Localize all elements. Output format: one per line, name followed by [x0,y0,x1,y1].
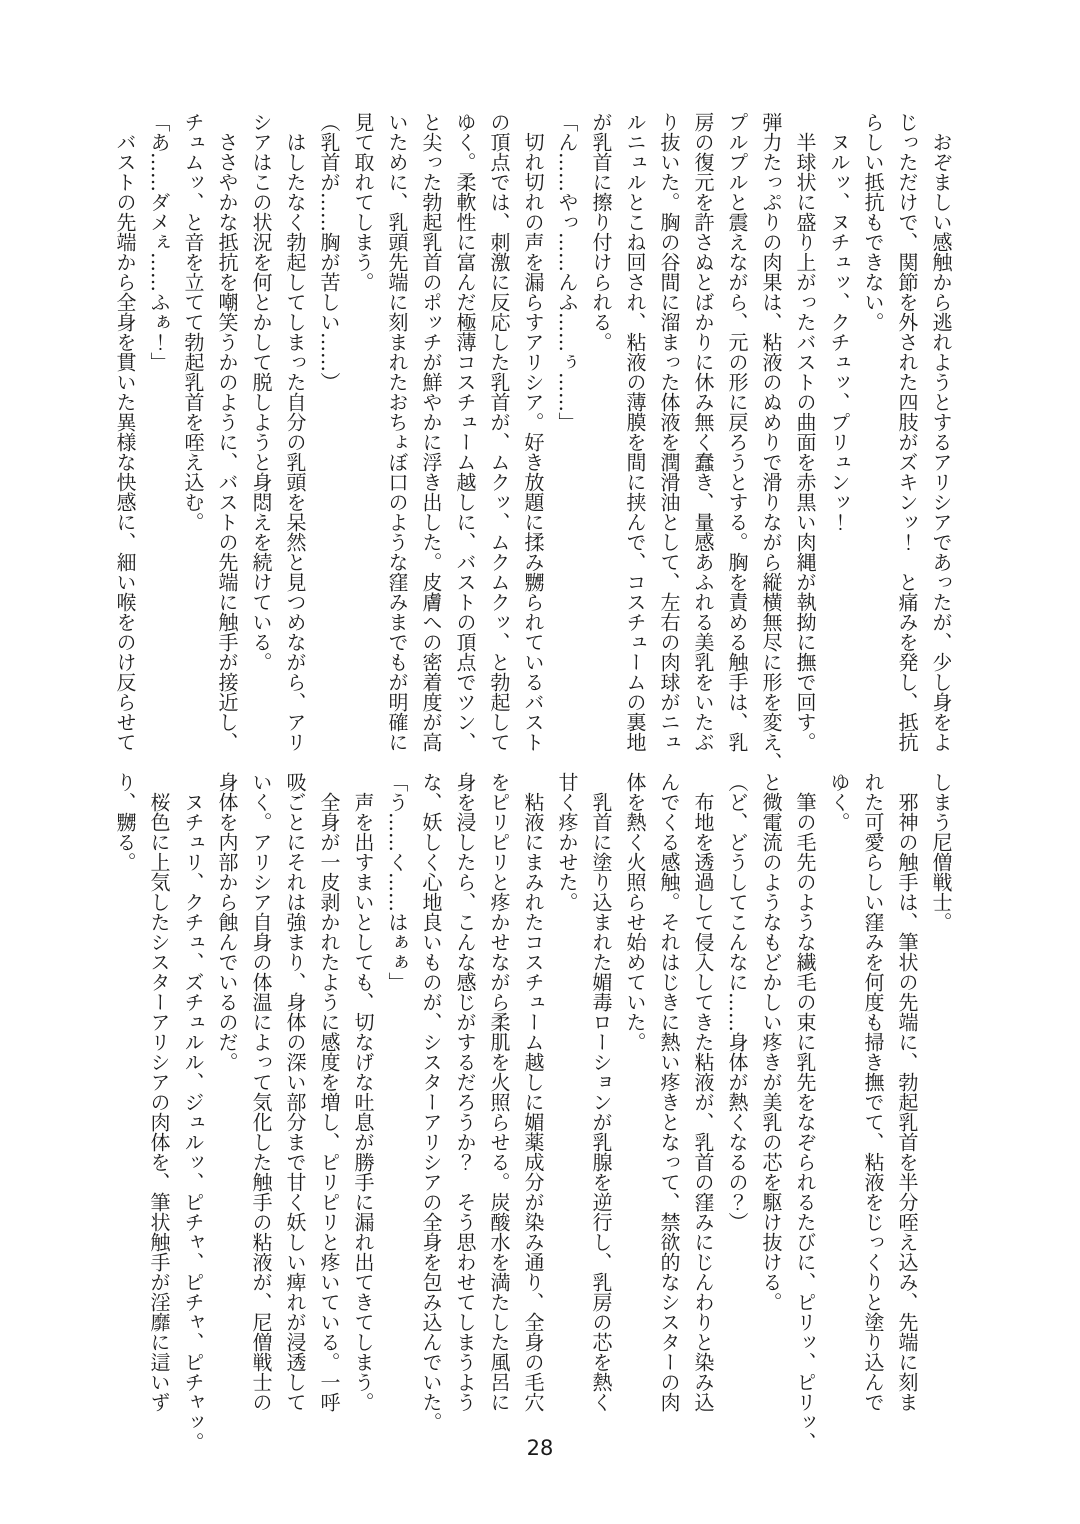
text-line: ルニュルとこね回され、粘液の薄膜を間に挟んで、コスチュームの裏地 [623,112,647,752]
text-line: 半球状に盛り上がったバストの曲面を赤黒い肉縄が執拗に撫で回す。 [793,112,817,752]
text-line: 切れ切れの声を漏らすアリシア。好き放題に揉み嬲られているバスト [521,112,545,752]
text-line: 吸ごとにそれは強まり、身体の深い部分まで甘く妖しい痺れが浸透して [283,772,307,1412]
text-line: 弾力たっぷりの肉果は、粘液のぬめりで滑りながら縦横無尽に形を変え、 [759,112,783,772]
text-line: 房の復元を許さぬとばかりに休み無く蠢き、量感あふれる美乳をいたぶ [691,112,715,752]
text-line: 「あ……ダメぇ……ふぁ！」 [147,112,171,372]
text-line: 乳首に塗り込まれた媚毒ローションが乳腺を逆行し、乳房の芯を熱く [589,772,613,1412]
text-line: ヌルッ、ヌチュッ、クチュッ、プリュンッ！ [827,112,851,532]
text-line: 体を熱く火照らせ始めていた。 [623,772,647,1052]
text-line: （ど、どうしてこんなに……身体が熱くなるの？） [725,772,749,1232]
text-line: はしたなく勃起してしまった自分の乳頭を呆然と見つめながら、アリ [283,112,307,752]
text-line: ささやかな抵抗を嘲笑うかのように、バストの先端に触手が接近し、 [215,112,239,752]
text-line: と尖った勃起乳首のポッチが鮮やかに浮き出した。皮膚への密着度が高 [419,112,443,752]
text-line: 身を浸したら、こんな感じがするだろうか？ そう思わせてしまうよう [453,772,477,1412]
text-line: 甘く疼かせた。 [555,772,579,912]
text-line: シアはこの状況を何とかして脱しようと身悶えを続けている。 [249,112,273,672]
text-line: ゆく。柔軟性に富んだ極薄コスチューム越しに、バストの頂点でツン、 [453,112,477,752]
text-line: と微電流のようなもどかしい疼きが美乳の芯を駆け抜ける。 [759,772,783,1312]
text-line: （乳首が……胸が苦しい……） [317,112,341,392]
text-line: が乳首に擦り付けられる。 [589,112,613,352]
text-line: 声を出すまいとしても、切なげな吐息が勝手に漏れ出てきてしまう。 [351,772,375,1412]
text-line: 筆の毛先のような繊毛の束に乳先をなぞられるたびに、ピリッ、ピリッ、 [793,772,817,1452]
text-line: 身体を内部から蝕んでいるのだ。 [215,772,239,1072]
text-line: しまう尼僧戦士。 [929,772,953,932]
text-line: 桜色に上気したシスターアリシアの肉体を、筆状触手が淫靡に這いず [147,772,171,1412]
text-line: 「う……く……はぁぁ」 [385,772,409,992]
text-line: 全身が一皮剥かれたように感度を増し、ピリピリと疼いている。一呼 [317,772,341,1412]
text-line: ヌチュリ、クチュ、ズチュルル、ジュルッ、ピチャ、ピチャ、ピチャッ。 [181,772,205,1452]
text-line: バストの先端から全身を貫いた異様な快感に、細い喉をのけ反らせて [113,112,137,752]
text-line: いく。アリシア自身の体温によって気化した触手の粘液が、尼僧戦士の [249,772,273,1412]
text-block-top [108,112,958,772]
text-line: プルプルと震えながら、元の形に戻ろうとする。胸を責める触手は、乳 [725,112,749,752]
text-line: ゆく。 [827,772,851,832]
text-line: らしい抵抗もできない。 [861,112,885,332]
text-line: り、嬲る。 [113,772,137,872]
text-line: れた可愛らしい窪みを何度も掃き撫でて、粘液をじっくりと塗り込んで [861,772,885,1412]
text-line: じっただけで、関節を外された四肢がズキンッ！ と痛みを発し、抵抗 [895,112,919,752]
text-line: チュムッ、と音を立てて勃起乳首を咥え込む。 [181,112,205,532]
text-line: の頂点では、刺激に反応した乳首が、ムクッ、ムクムクッ、と勃起して [487,112,511,752]
text-line: 邪神の触手は、筆状の先端に、勃起乳首を半分咥え込み、先端に刻ま [895,772,919,1412]
text-line: 粘液にまみれたコスチューム越しに媚薬成分が染み通り、全身の毛穴 [521,772,545,1412]
text-line: をピリピリと疼かせながら柔肌を火照らせる。炭酸水を満たした風呂に [487,772,511,1412]
text-line: おぞましい感触から逃れようとするアリシアであったが、少し身をよ [929,112,953,752]
text-line: り抜いた。胸の谷間に溜まった体液を潤滑油として、左右の肉球がニュ [657,112,681,752]
text-line: な、妖しく心地良いものが、シスターアリシアの全身を包み込んでいた。 [419,772,443,1432]
text-line: んでくる感触。それはじきに熱い疼きとなって、禁欲的なシスターの肉 [657,772,681,1412]
text-line: 布地を透過して侵入してきた粘液が、乳首の窪みにじんわりと染み込 [691,772,715,1412]
text-line: 見て取れてしまう。 [351,112,375,292]
page-number: 28 [526,1436,554,1460]
text-line: いために、乳頭先端に刻まれたおちょぼ口のような窪みまでもが明確に [385,112,409,752]
text-line: 「ん……やっ……んふ……ぅ……」 [555,112,579,432]
